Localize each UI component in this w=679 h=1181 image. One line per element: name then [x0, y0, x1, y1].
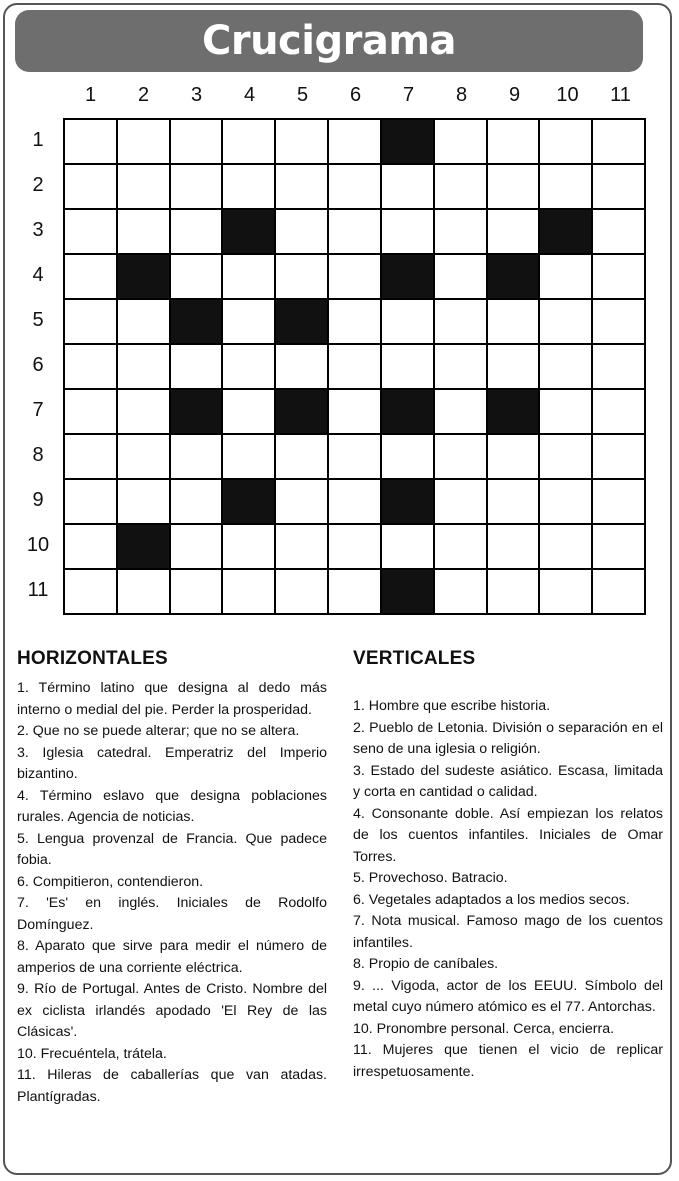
- grid-cell[interactable]: [223, 255, 274, 298]
- clue-item: 1. Término latino que designa al dedo más interno o medial del pie. Perder la prosperidad.: [17, 680, 327, 718]
- grid-cell[interactable]: [540, 435, 591, 478]
- grid-cell[interactable]: [276, 345, 327, 388]
- clue-item: 7. Nota musical. Famoso mago de los cuentos infantiles.: [353, 913, 663, 951]
- grid-cell[interactable]: [488, 435, 539, 478]
- grid-cell[interactable]: [593, 435, 644, 478]
- clue-item: 2. Pueblo de Letonia. División o separación en el seno de una iglesia o religión.: [353, 719, 663, 757]
- vertical-heading: VERTICALES: [353, 648, 476, 669]
- grid-cell[interactable]: [593, 570, 644, 613]
- grid-cell[interactable]: [171, 435, 222, 478]
- grid-cell[interactable]: [118, 165, 169, 208]
- grid-cell[interactable]: [329, 390, 380, 433]
- grid-cell[interactable]: [65, 120, 116, 163]
- grid-cell[interactable]: [382, 435, 433, 478]
- grid-cell[interactable]: [488, 210, 539, 253]
- grid-cell[interactable]: [329, 255, 380, 298]
- grid-cell[interactable]: [488, 480, 539, 523]
- column-number: 2: [137, 84, 150, 106]
- grid-cell[interactable]: [171, 570, 222, 613]
- column-number: 5: [296, 84, 309, 106]
- row-numbers: [16, 118, 60, 613]
- grid-cell[interactable]: [118, 390, 169, 433]
- grid-cell[interactable]: [223, 570, 274, 613]
- clue-item: 4. Término eslavo que designa poblaciones rurales. Agencia de noticias.: [17, 787, 327, 825]
- grid-cell[interactable]: [488, 345, 539, 388]
- grid-cell[interactable]: [593, 255, 644, 298]
- grid-cell[interactable]: [540, 120, 591, 163]
- clue-item: 9. Río de Portugal. Antes de Cristo. Nombre del ex ciclista irlandés apodado 'El Rey de las Clásicas'.: [17, 981, 327, 1040]
- grid-cell[interactable]: [223, 390, 274, 433]
- crossword-grid: [63, 118, 646, 615]
- grid-cell[interactable]: [329, 210, 380, 253]
- grid-cell[interactable]: [382, 525, 433, 568]
- grid-cell[interactable]: [171, 480, 222, 523]
- grid-cell[interactable]: [488, 120, 539, 163]
- column-number: 6: [349, 84, 362, 106]
- grid-cell[interactable]: [223, 165, 274, 208]
- grid-cell[interactable]: [276, 570, 327, 613]
- column-number: 9: [508, 84, 521, 106]
- row-number: 8: [32, 444, 44, 466]
- grid-cell[interactable]: [593, 345, 644, 388]
- grid-cell[interactable]: [329, 480, 380, 523]
- clue-item: 4. Consonante doble. Así empiezan los relatos de los cuentos infantiles. Iniciales de Omar Torres.: [353, 805, 663, 865]
- grid-cell[interactable]: [593, 300, 644, 343]
- grid-cell[interactable]: [540, 300, 591, 343]
- column-number: 11: [610, 84, 631, 106]
- column-number: 1: [84, 84, 97, 106]
- grid-cell[interactable]: [488, 165, 539, 208]
- grid-cell[interactable]: [171, 255, 222, 298]
- grid-cell[interactable]: [488, 570, 539, 613]
- row-number: 5: [32, 309, 44, 331]
- grid-cell[interactable]: [118, 300, 169, 343]
- grid-cell[interactable]: [65, 165, 116, 208]
- grid-cell[interactable]: [118, 120, 169, 163]
- grid-cell[interactable]: [223, 300, 274, 343]
- grid-cell[interactable]: [223, 525, 274, 568]
- grid-cell[interactable]: [435, 570, 486, 613]
- grid-cell[interactable]: [329, 165, 380, 208]
- grid-cell[interactable]: [276, 210, 327, 253]
- black-cell: [118, 255, 169, 298]
- grid-cell[interactable]: [276, 255, 327, 298]
- grid-cell[interactable]: [329, 120, 380, 163]
- black-cell: [382, 255, 433, 298]
- grid-cell[interactable]: [171, 165, 222, 208]
- grid-cell[interactable]: [329, 525, 380, 568]
- grid-cell[interactable]: [540, 345, 591, 388]
- grid-cell[interactable]: [540, 390, 591, 433]
- black-cell: [488, 255, 539, 298]
- grid-cell[interactable]: [65, 390, 116, 433]
- black-cell: [382, 480, 433, 523]
- black-cell: [118, 525, 169, 568]
- grid-cell[interactable]: [435, 480, 486, 523]
- grid-cell[interactable]: [65, 525, 116, 568]
- black-cell: [276, 300, 327, 343]
- grid-cell[interactable]: [593, 390, 644, 433]
- grid-cell[interactable]: [171, 120, 222, 163]
- black-cell: [382, 390, 433, 433]
- grid-cell[interactable]: [329, 345, 380, 388]
- row-number: 3: [32, 219, 44, 241]
- vertical-clues: [353, 648, 663, 1083]
- grid-cell[interactable]: [488, 525, 539, 568]
- grid-cell[interactable]: [540, 255, 591, 298]
- clue-item: 3. Estado del sudeste asiático. Escasa, limitada y corta en cantidad o calidad.: [353, 762, 663, 800]
- grid-cell[interactable]: [435, 525, 486, 568]
- grid-cell[interactable]: [329, 435, 380, 478]
- grid-cell[interactable]: [382, 345, 433, 388]
- clue-item: 6. Vegetales adaptados a los medios secos.: [353, 891, 630, 908]
- grid-cell[interactable]: [65, 210, 116, 253]
- grid-cell[interactable]: [593, 120, 644, 163]
- grid-cell[interactable]: [118, 345, 169, 388]
- black-cell: [382, 120, 433, 163]
- column-number: 7: [402, 84, 415, 106]
- clue-item: 6. Compitieron, contendieron.: [17, 873, 204, 890]
- clue-item: 11. Hileras de caballerías que van atadas. Plantígradas.: [17, 1067, 327, 1105]
- row-number: 2: [32, 174, 44, 196]
- grid-cell[interactable]: [435, 120, 486, 163]
- clue-item: 1. Hombre que escribe historia.: [353, 698, 551, 714]
- row-number: 10: [26, 534, 50, 556]
- black-cell: [276, 390, 327, 433]
- grid-cell[interactable]: [171, 525, 222, 568]
- column-number: 3: [190, 84, 203, 106]
- black-cell: [540, 210, 591, 253]
- column-number: 10: [556, 84, 579, 106]
- grid-cell[interactable]: [435, 255, 486, 298]
- clue-item: 3. Iglesia catedral. Emperatriz del Imperio bizantino.: [17, 744, 327, 782]
- clue-item: 8. Propio de caníbales.: [353, 956, 499, 972]
- grid-cell[interactable]: [276, 525, 327, 568]
- black-cell: [382, 570, 433, 613]
- horizontal-heading: HORIZONTALES: [17, 648, 168, 669]
- row-number: 7: [32, 399, 44, 421]
- grid-cell[interactable]: [540, 480, 591, 523]
- grid-cell[interactable]: [382, 165, 433, 208]
- grid-cell[interactable]: [118, 435, 169, 478]
- grid-cell[interactable]: [435, 165, 486, 208]
- grid-cell[interactable]: [593, 210, 644, 253]
- title-banner: [15, 10, 643, 72]
- column-number: 4: [243, 84, 256, 106]
- row-number: 6: [32, 354, 44, 376]
- row-number: 1: [32, 129, 44, 151]
- row-number: 9: [32, 489, 44, 511]
- grid-cell[interactable]: [223, 435, 274, 478]
- grid-cell[interactable]: [488, 300, 539, 343]
- column-number: 8: [455, 84, 468, 106]
- clue-item: 10. Pronombre personal. Cerca, encierra.: [353, 1020, 615, 1037]
- grid-cell[interactable]: [435, 390, 486, 433]
- grid-cell[interactable]: [593, 165, 644, 208]
- grid-cell[interactable]: [593, 525, 644, 568]
- clue-item: 7. 'Es' en inglés. Iniciales de Rodolfo Domínguez.: [17, 895, 327, 933]
- grid-cell[interactable]: [65, 255, 116, 298]
- grid-cell[interactable]: [540, 570, 591, 613]
- grid-cell[interactable]: [435, 345, 486, 388]
- grid-cell[interactable]: [382, 210, 433, 253]
- black-cell: [171, 300, 222, 343]
- grid-cell[interactable]: [540, 165, 591, 208]
- page-title: Crucigrama: [201, 18, 456, 64]
- black-cell: [171, 390, 222, 433]
- clue-item: 5. Lengua provenzal de Francia. Que padece fobia.: [17, 830, 327, 868]
- grid-cell[interactable]: [435, 300, 486, 343]
- black-cell: [223, 210, 274, 253]
- grid-cell[interactable]: [329, 300, 380, 343]
- clue-item: 5. Provechoso. Batracio.: [353, 870, 508, 886]
- grid-cell[interactable]: [276, 120, 327, 163]
- grid-cell[interactable]: [65, 435, 116, 478]
- grid-cell[interactable]: [276, 165, 327, 208]
- grid-cell[interactable]: [65, 570, 116, 613]
- grid-cell[interactable]: [540, 525, 591, 568]
- grid-cell[interactable]: [118, 570, 169, 613]
- grid-cell[interactable]: [65, 480, 116, 523]
- grid-cell[interactable]: [329, 570, 380, 613]
- grid-cell[interactable]: [435, 210, 486, 253]
- grid-cell[interactable]: [171, 345, 222, 388]
- grid-cell[interactable]: [65, 300, 116, 343]
- grid-cell[interactable]: [276, 435, 327, 478]
- row-number: 4: [32, 264, 44, 286]
- clue-item: 9. ... Vigoda, actor de los EEUU. Símbolo del metal cuyo número atómico es el 77. Antorchas.: [353, 977, 663, 1015]
- clue-item: 11. Mujeres que tienen el vicio de replicar irrespetuosamente.: [353, 1042, 663, 1080]
- black-cell: [488, 390, 539, 433]
- clue-item: 2. Que no se puede alterar; que no se altera.: [17, 723, 300, 739]
- grid-cell[interactable]: [171, 210, 222, 253]
- black-cell: [223, 480, 274, 523]
- grid-cell[interactable]: [276, 480, 327, 523]
- grid-cell[interactable]: [118, 480, 169, 523]
- grid-cell[interactable]: [118, 210, 169, 253]
- grid-cell[interactable]: [382, 300, 433, 343]
- clue-item: 10. Frecuéntela, trátela.: [17, 1045, 167, 1062]
- grid-cell[interactable]: [435, 435, 486, 478]
- grid-cell[interactable]: [65, 345, 116, 388]
- clue-item: 8. Aparato que sirve para medir el número de amperios de una corriente eléctrica.: [17, 938, 327, 976]
- horizontal-clues: [17, 648, 327, 1108]
- grid-cell[interactable]: [593, 480, 644, 523]
- column-numbers: [64, 84, 647, 112]
- grid-cell[interactable]: [223, 120, 274, 163]
- row-number: 11: [27, 579, 49, 601]
- grid-cell[interactable]: [223, 345, 274, 388]
